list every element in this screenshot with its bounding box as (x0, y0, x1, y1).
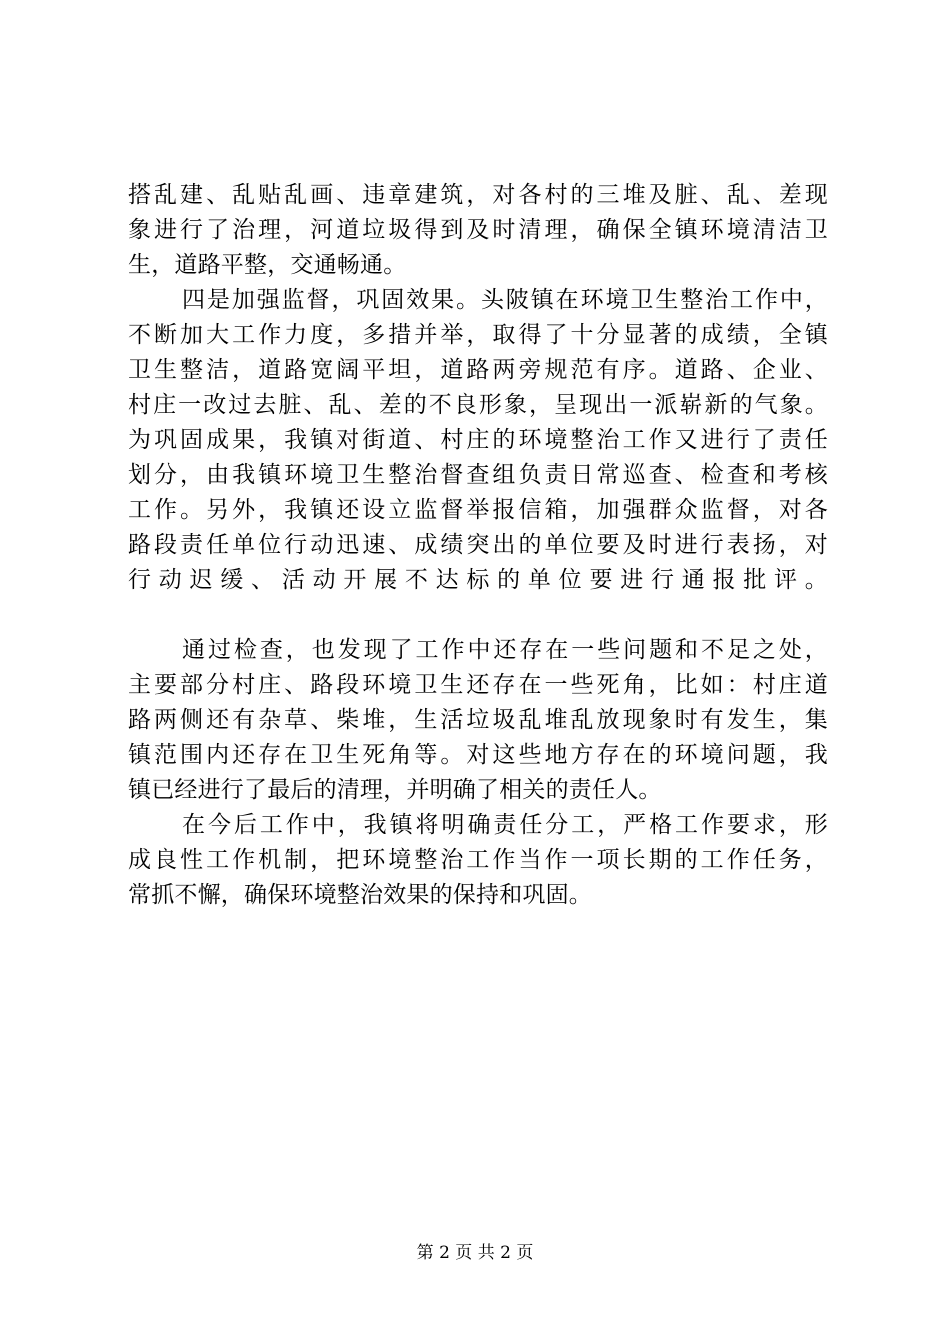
text-line: 主要部分村庄、路段环境卫生还存在一些死角，比如：村庄道 (128, 672, 828, 698)
text-line: 在今后工作中，我镇将明确责任分工，严格工作要求，形 (182, 812, 828, 838)
text-line: 生，道路平整，交通畅通。 (128, 252, 407, 278)
text-line: 不断加大工作力度，多措并举，取得了十分显著的成绩，全镇 (128, 322, 828, 348)
paragraph-1 (128, 178, 828, 283)
text-line (128, 598, 828, 633)
paragraph-4 (128, 808, 828, 913)
paragraph-2 (128, 283, 828, 633)
page-number-footer: 第 2 页 共 2 页 (416, 1243, 534, 1263)
document-body (128, 178, 828, 913)
text-line: 常抓不懈，确保环境整治效果的保持和巩固。 (128, 882, 592, 908)
text-line: 搭乱建、乱贴乱画、违章建筑，对各村的三堆及脏、乱、差现 (128, 182, 828, 208)
text-line: 四是加强监督，巩固效果。头陂镇在环境卫生整治工作中， (182, 287, 828, 313)
text-line: 镇范围内还存在卫生死角等。对这些地方存在的环境问题，我 (128, 742, 828, 768)
text-line: 村庄一改过去脏、乱、差的不良形象，呈现出一派崭新的气象。 (128, 392, 828, 418)
text-line: 路两侧还有杂草、柴堆，生活垃圾乱堆乱放现象时有发生，集 (128, 707, 828, 733)
text-line: 行动迟缓、活动开展不达标的单位要进行通报批评。 (128, 567, 828, 593)
text-line: 卫生整洁，道路宽阔平坦，道路两旁规范有序。道路、企业、 (128, 357, 828, 383)
text-line: 通过检查，也发现了工作中还存在一些问题和不足之处， (182, 637, 828, 663)
text-line: 路段责任单位行动迅速、成绩突出的单位要及时进行表扬，对 (128, 532, 828, 558)
text-line: 划分，由我镇环境卫生整治督查组负责日常巡查、检查和考核 (128, 462, 828, 488)
text-line: 象进行了治理，河道垃圾得到及时清理，确保全镇环境清洁卫 (128, 217, 828, 243)
text-line: 工作。另外，我镇还设立监督举报信箱，加强群众监督，对各 (128, 497, 828, 523)
text-line: 成良性工作机制，把环境整治工作当作一项长期的工作任务， (128, 847, 828, 873)
text-line: 为巩固成果，我镇对街道、村庄的环境整治工作又进行了责任 (128, 427, 828, 453)
text-line: 镇已经进行了最后的清理，并明确了相关的责任人。 (128, 777, 662, 803)
paragraph-3 (128, 633, 828, 808)
